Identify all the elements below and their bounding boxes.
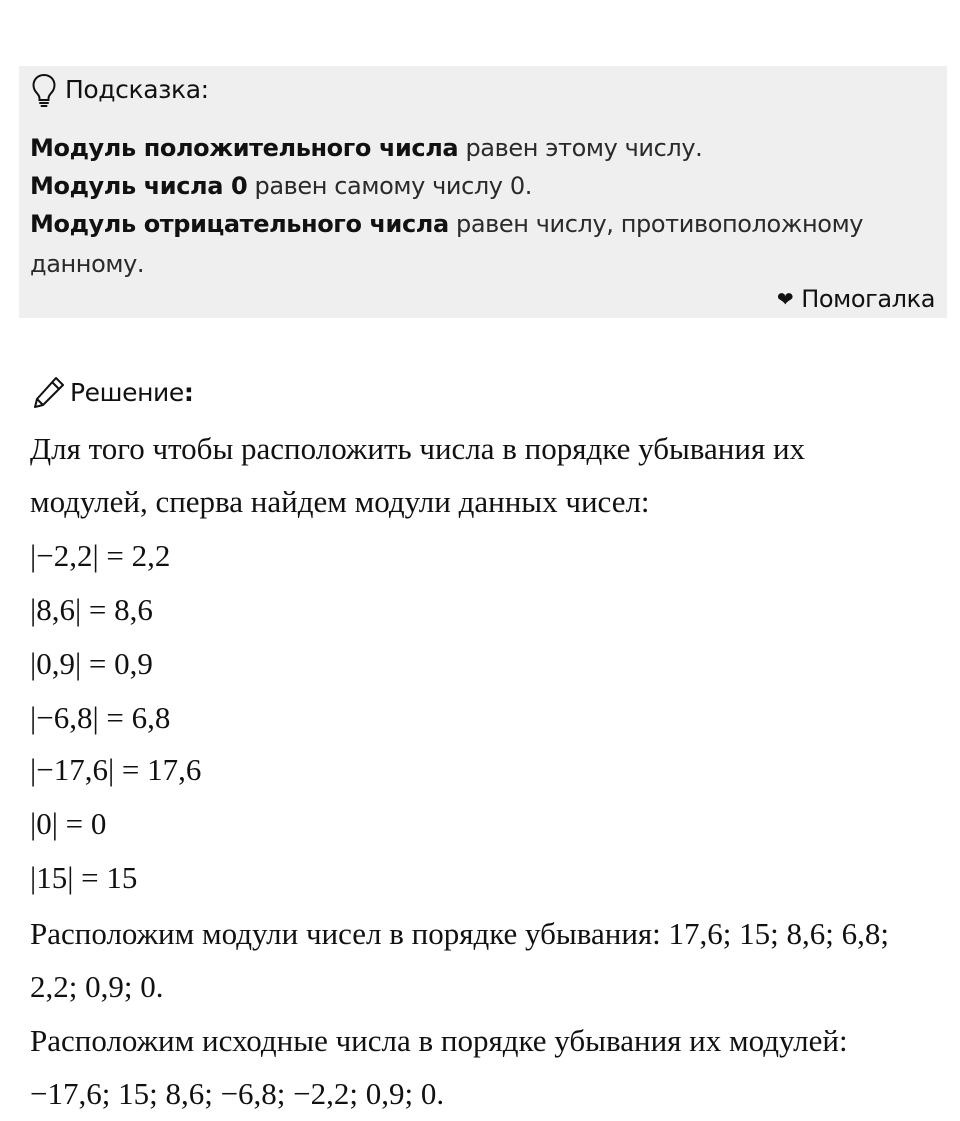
solution-line: 2,2; 0,9; 0. (30, 969, 164, 1004)
hint-rule-term: Модуль положительного числа (30, 134, 459, 162)
solution-header (32, 372, 194, 412)
hint-header (31, 72, 209, 108)
solution-colon: : (183, 377, 194, 407)
pomogalka-link[interactable] (777, 281, 935, 317)
hint-rule-positive (30, 129, 702, 167)
hint-rule-term: Модуль числа 0 (30, 172, 248, 200)
hint-rule-text: равен этому числу. (458, 134, 703, 162)
solution-line: Расположим модули чисел в порядке убывания: 17,6; 15; 8,6; 6,8; (30, 916, 889, 951)
hint-rule-text: равен числу, противоположному (448, 210, 864, 238)
solution-line: |0| = 0 (30, 806, 107, 841)
hint-rule-continuation (30, 245, 144, 283)
solution-line: |−6,8| = 6,8 (30, 700, 171, 735)
solution-line: Расположим исходные числа в порядке убывания их модулей: (30, 1023, 848, 1058)
hint-rule-text: равен самому числу 0. (247, 172, 532, 200)
solution-line: |8,6| = 8,6 (30, 592, 153, 627)
lightbulb-icon (31, 73, 57, 107)
hint-rule-term: Модуль отрицательного числа (30, 210, 449, 238)
solution-line: |15| = 15 (30, 860, 138, 895)
heart-icon: ❤ (776, 287, 794, 311)
solution-title: Решение (70, 377, 184, 407)
pencil-icon (32, 375, 70, 409)
solution-line: Для того чтобы расположить числа в порядке убывания их (30, 431, 806, 466)
hint-rule-negative (30, 205, 863, 243)
solution-line: |−17,6| = 17,6 (30, 752, 202, 787)
pomogalka-label: Помогалка (801, 285, 935, 313)
solution-line: модулей, сперва найдем модули данных чисел: (30, 484, 650, 519)
hint-rule-zero (30, 167, 532, 205)
hint-rule-text: данному. (30, 250, 145, 278)
solution-line: |−2,2| = 2,2 (30, 538, 171, 573)
solution-line: −17,6; 15; 8,6; −6,8; −2,2; 0,9; 0. (30, 1076, 445, 1111)
hint-panel (19, 66, 947, 318)
solution-line: |0,9| = 0,9 (30, 646, 153, 681)
hint-title: Подсказка: (65, 75, 209, 104)
